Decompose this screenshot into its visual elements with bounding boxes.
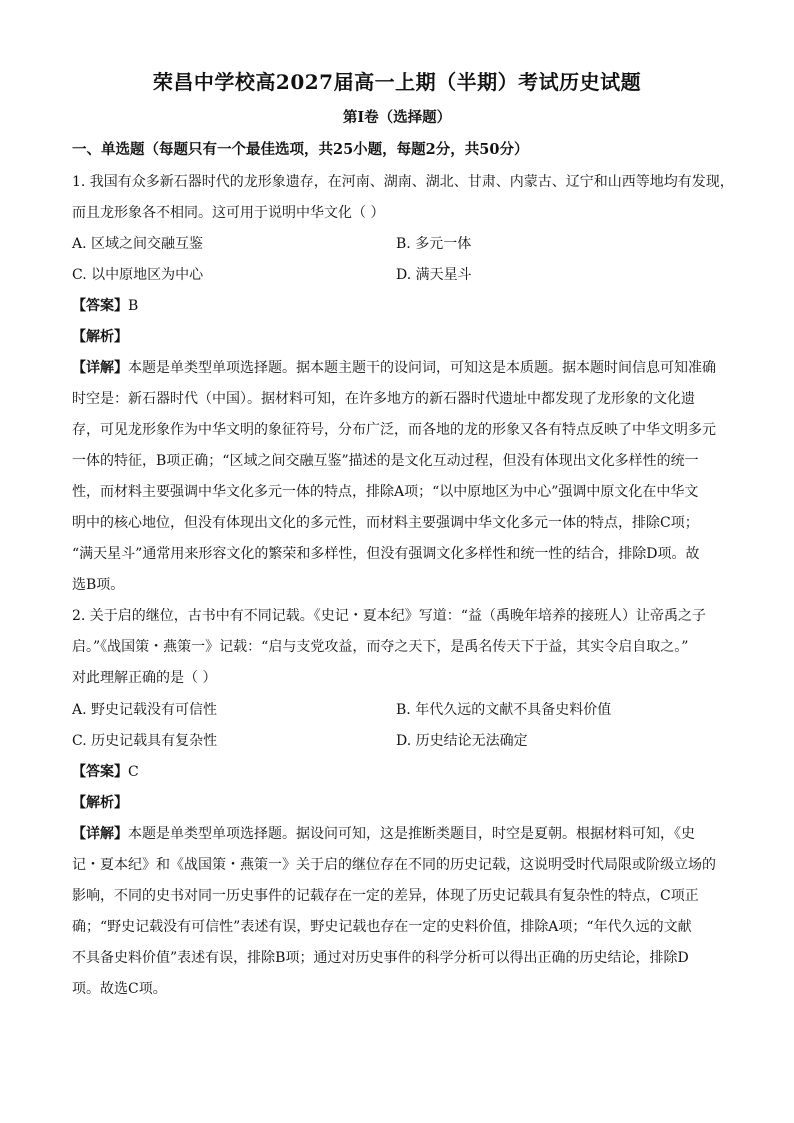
detail-line: 项。故选C项。 [72,981,167,997]
detail-line: 确；“野史记载没有可信性”表述有误，野史记载也存在一定的史料价值，排除A项；“年代久远的文献 [72,919,692,935]
option-b: B. 年代久远的文献不具备史料价值 [396,702,612,718]
question-stem-line: 对此理解正确的是（ ） [72,670,217,686]
analysis-label: 【解析】 [72,795,128,811]
detail-label: 【详解】 [72,360,128,376]
answer-line [72,296,138,316]
detail-line: 时空是：新石器时代（中国）。据材料可知，在许多地方的新石器时代遗址中都发现了龙形象的文化遗 [72,391,695,407]
option-b: B. 多元一体 [396,236,472,252]
option-d: D. 历史结论无法确定 [396,733,528,749]
question-stem-line: 1. 我国有众多新石器时代的龙形象遗存，在河南、湖南、湖北、甘肃、内蒙古、辽宁和山西等地均有发现， [72,174,734,190]
answer-line [72,762,139,782]
detail-text: 本题是单类型单项选择题。据设问可知，这是推断类题目，时空是夏朝。根据材料可知，《史 [128,826,695,842]
option-c: C. 历史记载具有复杂性 [72,733,218,749]
analysis-label: 【解析】 [72,329,128,345]
question-stem-line: 2. 关于启的继位，古书中有不同记载。《史记・夏本纪》写道：“益（禹晚年培养的接班人）让帝禹之子 [72,608,706,624]
option-c: C. 以中原地区为中心 [72,267,204,283]
answer-value: B [128,298,139,314]
detail-line: “满天星斗”通常用来形容文化的繁荣和多样性，但没有强调文化多样性和统一性的结合，排除D项。故 [72,546,700,562]
page-title: 荣昌中学校高2027届高一上期（半期）考试历史试题 [152,70,642,94]
detail-line [72,824,695,844]
detail-line: 明中的核心地位，但没有体现出文化的多元性，而材料主要强调中华文化多元一体的特点，排除C项； [72,515,699,531]
detail-line: 不具备史料价值”表述有误，排除B项；通过对历史事件的科学分析可以得出正确的历史结论，排除D [72,950,689,966]
detail-label: 【详解】 [72,826,128,842]
detail-line [72,358,716,378]
page-subtitle: 第Ⅰ卷（选择题） [342,109,452,126]
detail-line: 存，可见龙形象作为中华文明的象征符号，分布广泛，而各地的龙的形象又各有特点反映了中华文明多元 [72,422,716,438]
detail-line: 性，而材料主要强调中华文化多元一体的特点，排除A项；“以中原地区为中心”强调中原文化在中华文 [72,484,699,500]
detail-text: 本题是单类型单项选择题。据本题主题干的设问词，可知这是本质题。据本题时间信息可知准确 [128,360,716,376]
detail-line: 一体的特征，B项正确；“区域之间交融互鉴”描述的是文化互动过程，但没有体现出文化多样性的统一 [72,453,699,469]
answer-label: 【答案】 [72,298,128,314]
detail-line: 影响，不同的史书对同一历史事件的记载存在一定的差异，体现了历史记载具有复杂性的特点，C项正 [72,888,699,904]
answer-value: C [128,764,139,780]
question-stem-line: 而且龙形象各不相同。这可用于说明中华文化（ ） [72,205,385,221]
question-stem-line: 启。”《战国策・燕策一》记载：“启与支党攻益，而夺之天下，是禹名传天下于益，其实令启自取之。” [72,639,689,655]
option-a: A. 野史记载没有可信性 [72,702,218,718]
detail-line: 记・夏本纪》和《战国策・燕策一》关于启的继位存在不同的历史记载，这说明受时代局限或阶级立场的 [72,857,716,873]
option-d: D. 满天星斗 [396,267,472,283]
detail-line: 选B项。 [72,577,125,593]
section-heading: 一、单选题（每题只有一个最佳选项，共25小题，每题2分，共50分） [72,141,529,158]
answer-label: 【答案】 [72,764,128,780]
option-a: A. 区域之间交融互鉴 [72,236,204,252]
